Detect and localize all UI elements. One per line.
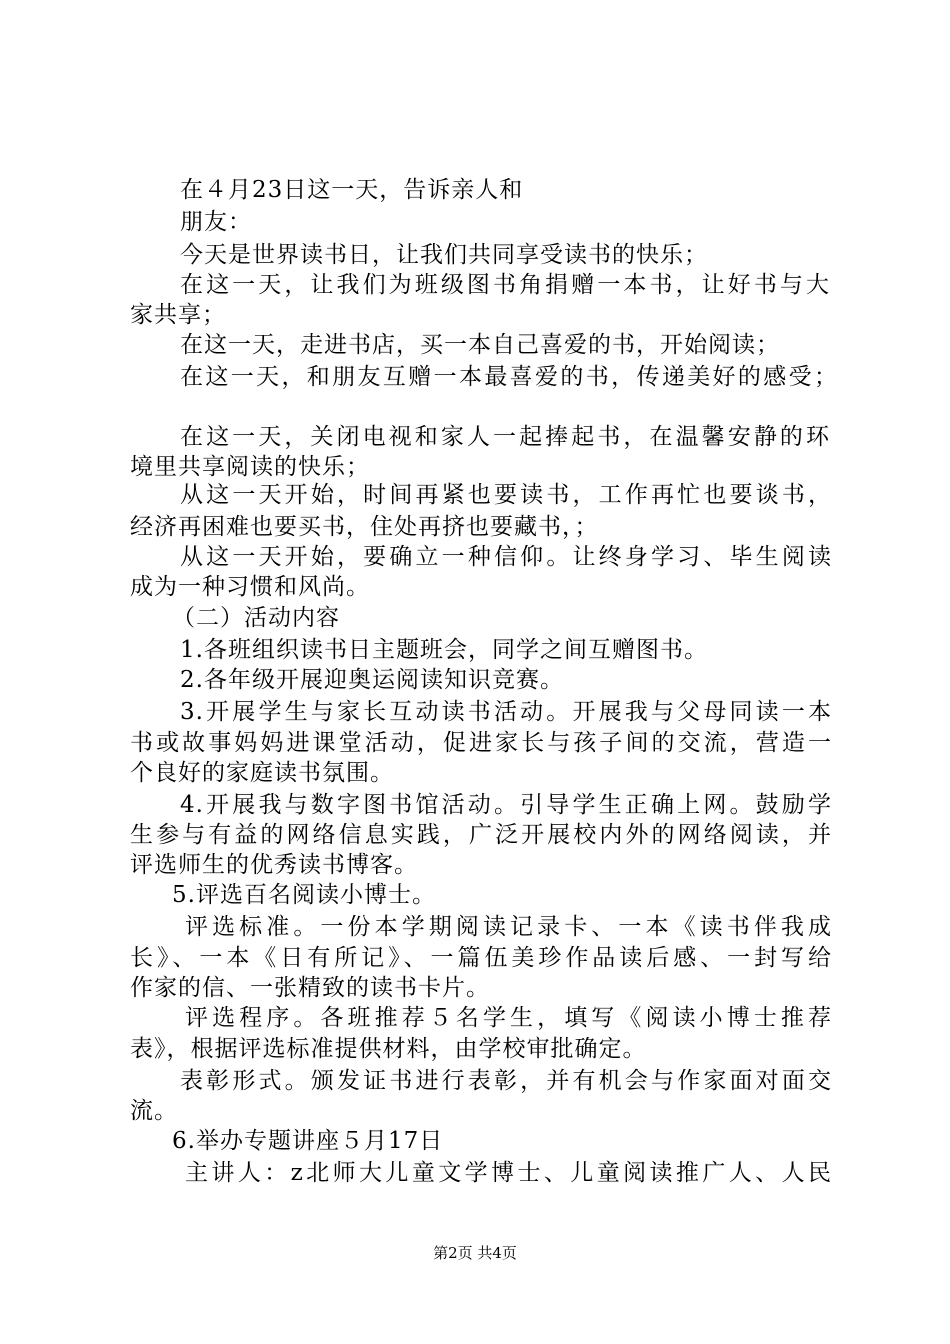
body-line: 在这一天，关闭电视和家人一起捧起书，在温馨安静的环 [180,424,830,450]
body-line: 3.开展学生与家长互动读书活动。开展我与父母同读一本 [180,699,832,725]
body-line: 从这一天开始，要确立一种信仰。让终身学习、毕生阅读 [180,544,832,570]
body-line: 表彰形式。颁发证书进行表彰，并有机会与作家面对面交 [180,1068,832,1094]
body-line: 1.各班组织读书日主题班会，同学之间互赠图书。 [180,637,708,663]
body-line: 4.开展我与数字图书馆活动。引导学生正确上网。鼓励学 [180,792,832,818]
body-line: 生参与有益的网络信息实践，广泛开展校内外的网络阅读，并 [130,822,832,848]
body-line: 今天是世界读书日，让我们共同享受读书的快乐； [180,242,708,268]
body-line: 从这一天开始，时间再紧也要读书，工作再忙也要谈书， [180,482,832,508]
body-line: 流。 [130,1098,178,1124]
body-line: 在这一天，走进书店，买一本自己喜爱的书，开始阅读； [180,332,780,358]
body-line: 评选师生的优秀读书博客。 [130,852,418,878]
body-line: 6.举办专题讲座５月17日 [172,1128,444,1154]
body-line: 在这一天，和朋友互赠一本最喜爱的书，传递美好的感受； [180,364,838,390]
body-line: 在这一天，让我们为班级图书角捐赠一本书，让好书与大 [180,272,830,298]
page-number-footer: 第2页 共4页 [433,1244,517,1262]
body-line: 成为一种习惯和风尚。 [130,574,370,600]
body-line: 表》，根据评选标准提供材料，由学校审批确定。 [130,1036,647,1062]
body-line: 朋友： [180,209,252,235]
body-line: 评选程序。各班推荐５名学生，填写《阅读小博士推荐 [185,1005,832,1031]
body-line: 主讲人：z北师大儿童文学博士、儿童阅读推广人、人民 [185,1160,832,1186]
body-line: 经济再困难也要买书，住处再挤也要藏书，； [130,514,599,540]
body-line: 书或故事妈妈进课堂活动，促进家长与孩子间的交流，营造一 [130,730,832,756]
body-line: 个良好的家庭读书氛围。 [130,760,394,786]
body-line: 2.各年级开展迎奥运阅读知识竞赛。 [180,667,564,693]
body-line: 在４月23日这一天，告诉亲人和 [180,177,524,203]
body-line: 长》、一本《日有所记》、一篇伍美珍作品读后感、一封写给 [130,945,832,971]
body-line: 家共享； [130,302,226,328]
body-line: 境里共享阅读的快乐； [130,454,370,480]
body-line: 评选标准。一份本学期阅读记录卡、一本《读书伴我成 [185,914,832,940]
section-heading: （二）活动内容 [172,605,340,631]
body-line: 作家的信、一张精致的读书卡片。 [130,975,490,1001]
body-line: 5.评选百名阅读小博士。 [172,882,436,908]
